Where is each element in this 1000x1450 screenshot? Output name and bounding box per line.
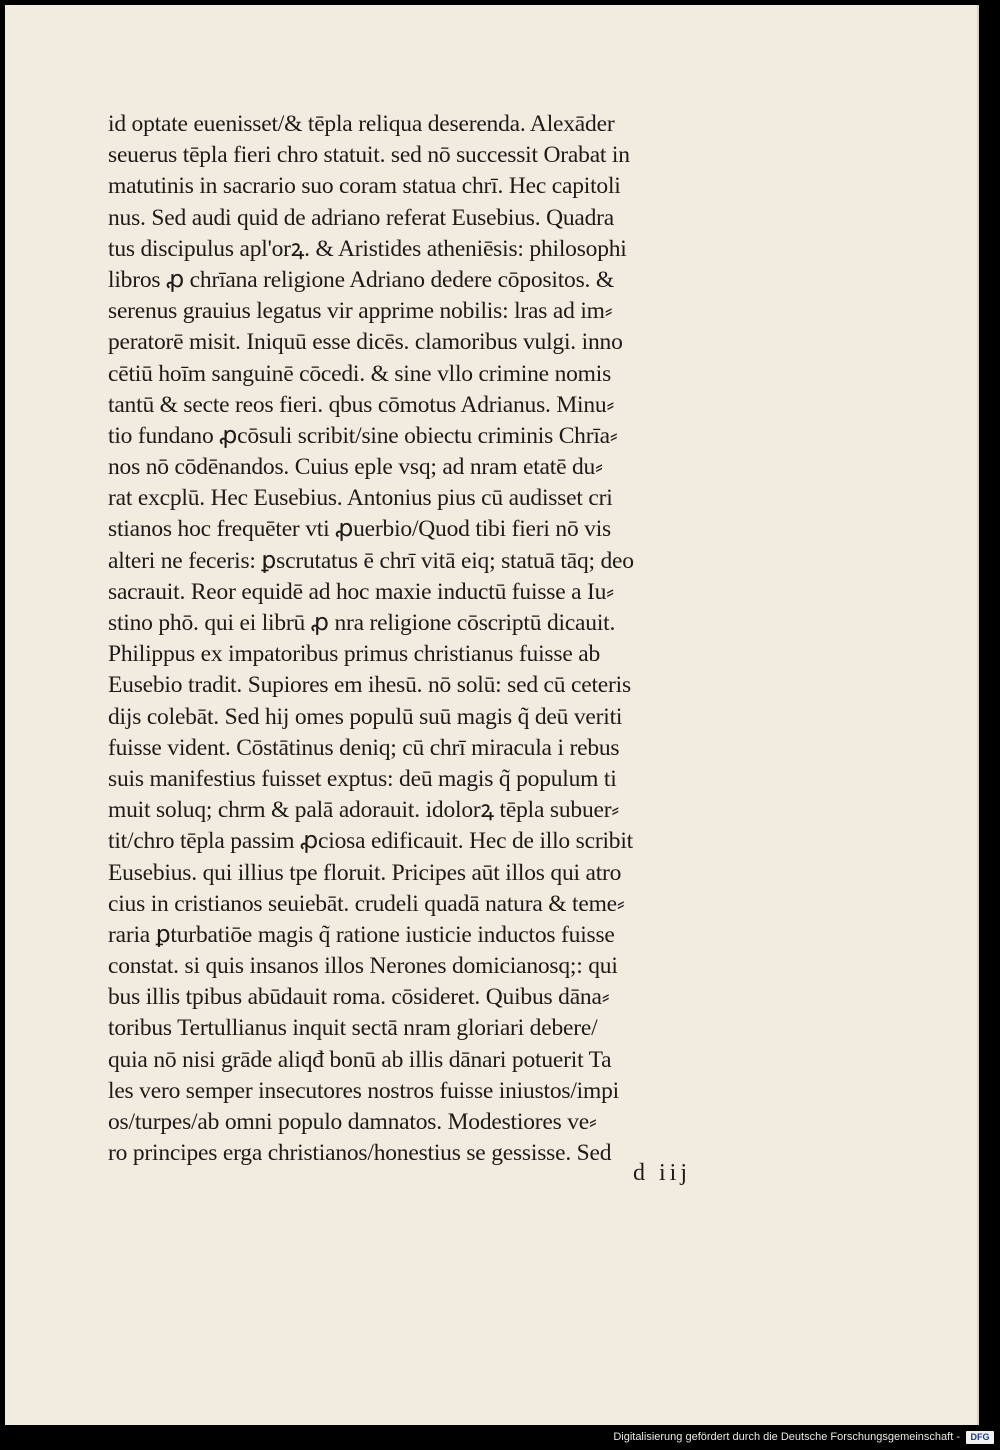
text-line: tus discipulus apl'orꝝ. & Aristides atheniēsis: philosophi: [108, 235, 627, 262]
text-line: constat. si quis insanos illos Nerones domicianosq;: qui: [108, 953, 618, 980]
text-line: ro principes erga christianos/honestius se gessisse. Sed: [108, 1140, 612, 1167]
text-line: quia nō nisi grāde aliqđ bonū ab illis dānari potuerit Ta: [108, 1046, 612, 1073]
text-block: [108, 109, 773, 1169]
footer-credit: Digitalisierung gefördert durch die Deutsche Forschungsgemeinschaft -: [613, 1431, 960, 1443]
text-line: raria ꝑturbatiōe magis q̃ ratione iusticie inductos fuisse: [108, 921, 615, 948]
text-line: tantū & secte reos fieri. qbus cōmotus Adrianus. Minu⸗: [108, 391, 615, 418]
text-line: seuerus tēpla fieri chro statuit. sed nō successit Orabat in: [108, 142, 630, 169]
text-line: cētiū hoīm sanguinē cōcedi. & sine vllo crimine nomis: [108, 360, 612, 387]
text-line: bus illis tpibus abūdauit roma. cōsideret. Quibus dāna⸗: [108, 984, 610, 1011]
text-line: id optate euenisset/& tēpla reliqua deserenda. Alexāder: [108, 111, 615, 137]
text-line: peratorē misit. Iniquū esse dicēs. clamoribus vulgi. inno: [108, 329, 623, 356]
text-line: fuisse vident. Cōstātinus deniq; cū chrī miracula i rebus: [108, 734, 620, 761]
text-line: les vero semper insecutores nostros fuisse iniustos/impi: [108, 1077, 619, 1104]
text-line: tit/chro tēpla passim ꝓciosa edificauit. Hec de illo scribit: [108, 828, 634, 855]
text-line: muit soluq; chrm & palā adorauit. idolorꝝ tēpla subuer⸗: [108, 797, 619, 824]
signature-mark: d iij: [633, 1160, 692, 1186]
book-page: [5, 5, 979, 1425]
text-line: libros ꝓ chrīana religione Adriano dedere cōpositos. &: [108, 266, 614, 293]
text-line: dijs colebāt. Sed hij omes populū suū magis q̃ deū veriti: [108, 703, 623, 730]
text-line: tio fundano ꝓcōsuli scribit/sine obiectu criminis Chrīa⸗: [108, 422, 618, 449]
text-line: alteri ne feceris: ꝑscrutatus ē chrī vitā eiq; statuā tāq; deo: [108, 547, 634, 574]
text-line: cius in cristianos seuiebāt. crudeli quadā natura & teme⸗: [108, 890, 625, 917]
text-line: Eusebio tradit. Supiores em ihesū. nō solū: sed cū ceteris: [108, 672, 631, 699]
text-line: serenus grauius legatus vir apprime nobilis: lras ad im⸗: [108, 298, 613, 325]
text-line: nus. Sed audi quid de adriano referat Eusebius. Quadra: [108, 204, 615, 231]
text-line: stianos hoc frequēter vti ꝓuerbio/Quod tibi fieri nō vis: [108, 516, 612, 543]
digitization-footer: [0, 1425, 1000, 1450]
text-line: sacrauit. Reor equidē ad hoc maxie inductū fuisse a Iu⸗: [108, 578, 614, 605]
text-line: os/turpes/ab omni populo damnatos. Modestiores ve⸗: [108, 1109, 597, 1135]
text-line: nos nō cōdēnandos. Cuius eple vsq; ad nram etatē du⸗: [108, 454, 603, 481]
text-line: toribus Tertullianus inquit sectā nram gloriari debere/: [108, 1015, 598, 1042]
text-line: Eusebius. qui illius tpe floruit. Pricipes aūt illos qui atro: [108, 859, 622, 886]
text-line: stino phō. qui ei librū ꝓ nra religione cōscriptū dicauit.: [108, 610, 616, 636]
text-line: rat excplū. Hec Eusebius. Antonius pius cū audisset cri: [108, 485, 613, 512]
dfg-logo: DFG: [966, 1431, 994, 1444]
text-line: Philippus ex impatoribus primus christianus fuisse ab: [108, 641, 600, 668]
text-line: suis manifestius fuisset exptus: deū magis q̃ populum ti: [108, 765, 617, 792]
text-line: matutinis in sacrario suo coram statua chrī. Hec capitoli: [108, 173, 621, 200]
